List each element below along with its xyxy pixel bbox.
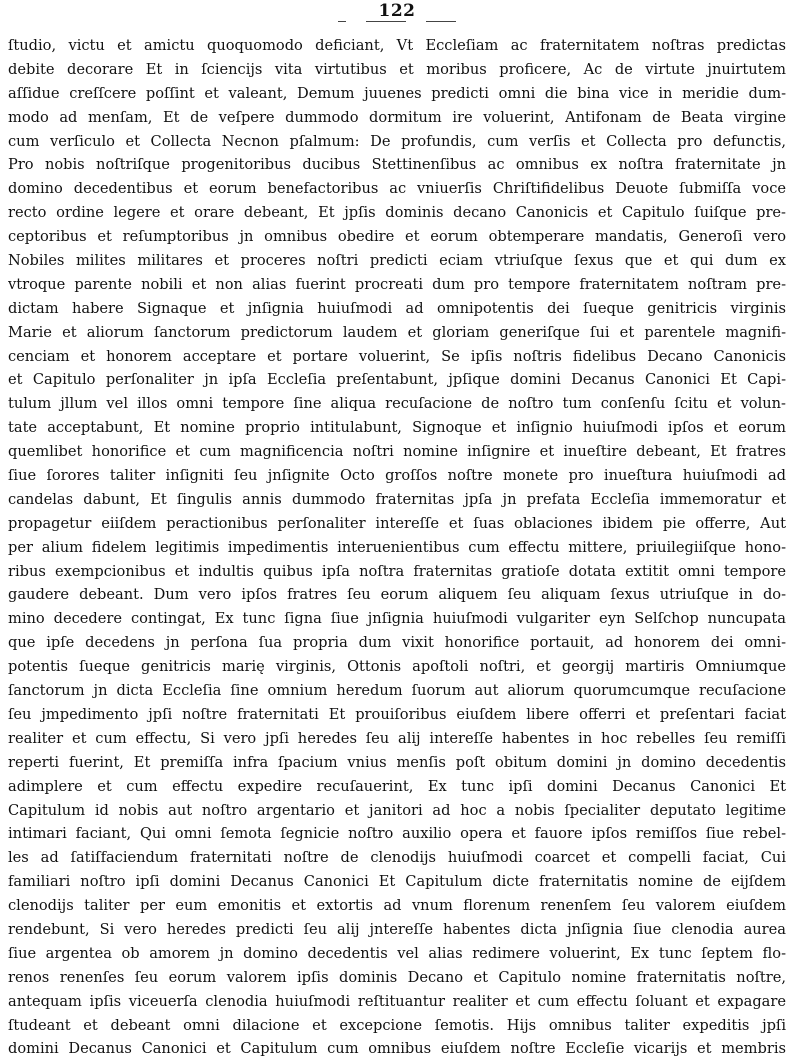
- text-line: debite decorare Et in ſciencijs vita virtutibus et moribus proficere, Ac de virtute jnuirtutem: [8, 60, 786, 78]
- text-line: cenciam et honorem acceptare et portare voluerint, Se ipſis noſtris fidelibus Decano Canonicis: [8, 347, 786, 365]
- text-line: intimari faciant, Qui omni ſemota ſegnicie noſtro auxilio opera et fauore ipſos remiſſos ſiue rebel-: [8, 825, 786, 843]
- text-line: tulum jllum vel illos omni tempore ſine aliqua recuſacione de noſtro tum conſenſu ſcitu et volun-: [8, 395, 786, 413]
- text-line: ſiue ſorores taliter inſigniti ſeu jnſignite Octo groſſos noſtre monete pro inueſtura huiuſmodi ad: [8, 467, 786, 485]
- text-line: realiter et cum effectu, Si vero jpſi heredes ſeu alij intereſſe habentes in hoc rebelles ſeu remiſſi: [8, 729, 786, 747]
- text-line: les ad ſatiſfaciendum fraternitati noſtre de clenodijs huiuſmodi coarcet et compelli faciat, Cui: [8, 849, 786, 867]
- text-line: per alium fidelem legitimis impedimentis interuenientibus cum effectu mittere, priuilegiiſque hono-: [8, 538, 786, 556]
- text-line: dictam habere Signaque et jnſignia huiuſmodi ad omnipotentis dei ſueque genitricis virginis: [8, 299, 786, 317]
- page-header: [0, 0, 794, 28]
- page-number: 122: [378, 1, 416, 21]
- text-line: ſtudio, victu et amictu quoquomodo deficiant, Vt Eccleſiam ac fraternitatem noſtras predictas: [8, 37, 786, 54]
- text-line: adimplere et cum effectu expedire recuſauerint, Ex tunc ipſi domini Decanus Canonici Et: [8, 777, 786, 795]
- text-line: recto ordine legere et orare debeant, Et jpſis dominis decano Canonicis et Capitulo ſuiſque pre-: [8, 204, 786, 222]
- text-line: et Capitulo perſonaliter jn ipſa Eccleſia preſentabunt, jpſique domini Decanus Canonici Et Capi-: [8, 371, 786, 389]
- text-line: tate acceptabunt, Et nomine proprio intitulabunt, Signoque et inſignio huiuſmodi ipſos et eorum: [8, 419, 786, 437]
- text-line: modo ad menſam, Et de veſpere dummodo dormitum ire voluerint, Antifonam de Beata virgine: [8, 108, 786, 126]
- text-line: quemlibet honorifice et cum magnificencia noſtri nomine inſignire et inueſtire debeant, Et fratres: [8, 443, 786, 461]
- text-line: familiari noſtro ipſi domini Decanus Canonici Et Capitulum dicte fraternitatis nomine de eijſdem: [8, 873, 786, 891]
- text-line: ſiue argentea ob amorem jn domino decedentis vel alias redimere voluerint, Ex tunc ſeptem flo-: [8, 944, 786, 962]
- text-line: renos renenſes ſeu eorum valorem ipſis dominis Decano et Capitulo nomine fraternitatis noſtre,: [8, 968, 786, 986]
- text-line: reperti fuerint, Et premiſſa infra ſpacium vnius menſis poſt obitum domini jn domino decedentis: [8, 753, 786, 771]
- text-line: ſeu jmpedimento jpſi noſtre fraternitati Et prouiſoribus eiuſdem libere offerri et preſentari faciat: [8, 705, 786, 723]
- text-line: propagetur eiiſdem peractionibus perſonaliter intereſſe et ſuas oblaciones ibidem pie offerre, Aut: [8, 514, 786, 532]
- text-line: domini Decanus Canonici et Capitulum cum omnibus eiuſdem noſtre Eccleſie vicarijs et membris: [8, 1040, 786, 1058]
- text-line: potentis ſueque genitricis marię virginis, Ottonis apoſtoli noſtri, et georgij martiris Omniumque: [8, 658, 786, 676]
- text-line: candelas dabunt, Et ſingulis annis dummodo fraternitas jpſa jn prefata Eccleſia immemoratur et: [8, 490, 786, 508]
- text-line: ſtudeant et debeant omni dilacione et excepcione ſemotis. Hijs omnibus taliter expeditis jpſi: [8, 1016, 786, 1034]
- text-line: gaudere debeant. Dum vero ipſos fratres ſeu eorum aliquem ſeu aliquam ſexus utriuſque in do-: [8, 586, 786, 604]
- text-line: vtroque parente nobili et non alias fuerint procreati dum pro tempore fraternitatem noſtram pre-: [8, 275, 786, 293]
- text-line: rendebunt, Si vero heredes predicti ſeu alij jntereſſe habentes dicta jnſignia ſiue clenodia aurea: [8, 920, 786, 938]
- text-line: Pro nobis noſtriſque progenitoribus ducibus Stettinenſibus ac omnibus ex noſtra fraternitate jn: [8, 156, 786, 174]
- text-line: Marie et aliorum ſanctorum predictorum laudem et gloriam generiſque ſui et parentele magnifi-: [8, 323, 786, 341]
- text-line: Nobiles milites militares et proceres noſtri predicti eciam vtriuſque ſexus que et qui dum ex: [8, 252, 786, 270]
- text-line: ceptoribus et reſumptoribus jn omnibus obedire et eorum obtemperare mandatis, Generoſi vero: [8, 228, 786, 246]
- text-line: cum verſiculo et Collecta Necnon pſalmum: De profundis, cum verſis et Collecta pro defunctis,: [8, 132, 786, 150]
- text-line: domino decedentibus et eorum benefactoribus ac vniuerſis Chriſtifidelibus Deuote ſubmiſſa voce: [8, 180, 786, 198]
- body-text: [8, 34, 786, 1061]
- text-line: aſſidue creſſcere poſſint et valeant, Demum juuenes predicti omni die bina vice in meridie dum-: [8, 84, 786, 102]
- header-rule: [338, 20, 456, 23]
- text-line: mino decedere contingat, Ex tunc ſigna ſiue jnſignia huiuſmodi vulgariter eyn Selſchop nuncupata: [8, 610, 786, 628]
- text-line: Capitulum id nobis aut noſtro argentario et janitori ad hoc a nobis ſpecialiter deputato legitime: [8, 801, 786, 819]
- text-line: antequam ipſis viceuerſa clenodia huiuſmodi reſtituantur realiter et cum effectu ſoluant et expagare: [8, 992, 786, 1010]
- text-line: clenodijs taliter per eum emonitis et extortis ad vnum florenum renenſem ſeu valorem eiuſdem: [8, 897, 786, 915]
- text-line: que ipſe decedens jn perſona ſua propria dum vixit honorifice portauit, ad honorem dei omni-: [8, 634, 786, 652]
- text-line: ſanctorum jn dicta Eccleſia ſine omnium heredum ſuorum aut aliorum quorumcumque recuſacione: [8, 682, 786, 700]
- text-line: ribus exempcionibus et indultis quibus ipſa noſtra fraternitas gratioſe dotata extitit omni tempore: [8, 562, 786, 580]
